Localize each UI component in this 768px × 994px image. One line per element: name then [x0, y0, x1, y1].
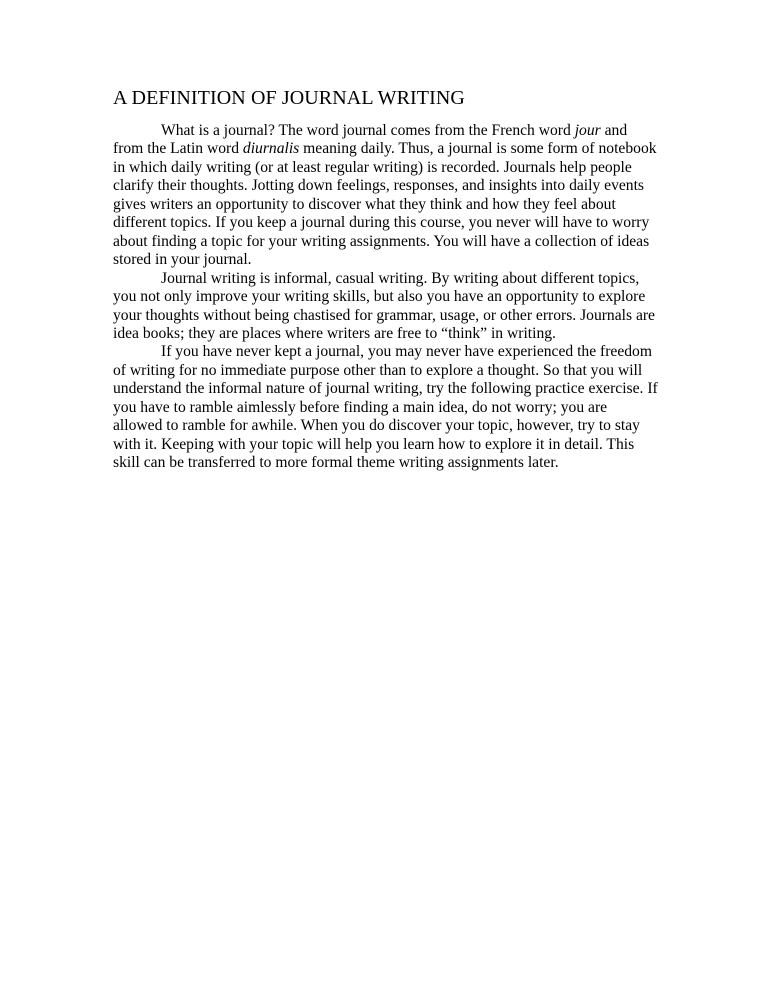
text-segment: Journal writing is informal, casual writing. By writing about different topics, you not only improve your writing skills, but also you have an opportunity to explore your thoughts without being chastised for grammar, usage, or other errors. Journals are idea books; they are places where writers are free to “think” in writing. [113, 269, 655, 342]
text-segment: meaning daily. Thus, a journal is some form of notebook in which daily writing (or at least regular writing) is recorded. Journals help people clarify their thoughts. Jotting down feelings, responses, and insights into daily events gives writers an opportunity to discover what they think and how they feel about different topics. If you keep a journal during this course, you never will have to worry about finding a topic for your writing assignments. You will have a collection of ideas stored in your journal. [113, 140, 657, 269]
paragraph-informal-writing [113, 270, 658, 344]
text-segment: and from the Latin word [113, 122, 628, 158]
document-title: A DEFINITION OF JOURNAL WRITING [113, 87, 465, 109]
italic-term-jour: jour [574, 122, 601, 139]
document-body [113, 86, 658, 473]
text-segment: If you have never kept a journal, you may never have experienced the freedom of writing for no immediate purpose other than to explore a thought. So that you will understand the informal nature of journal writing, try the following practice exercise. If you have to ramble aimlessly before finding a main idea, do not worry; you are allowed to ramble for awhile. When you do discover your topic, however, try to stay with it. Keeping with your topic will help you learn how to explore it in detail. This skill can be transferred to more formal theme writing assignments later. [113, 343, 658, 472]
paragraph-practice-exercise [113, 343, 658, 472]
paragraph-definition [113, 122, 658, 270]
text-segment: What is a journal? The word journal comes from the French word [161, 122, 575, 139]
italic-term-diurnalis: diurnalis [242, 140, 300, 158]
